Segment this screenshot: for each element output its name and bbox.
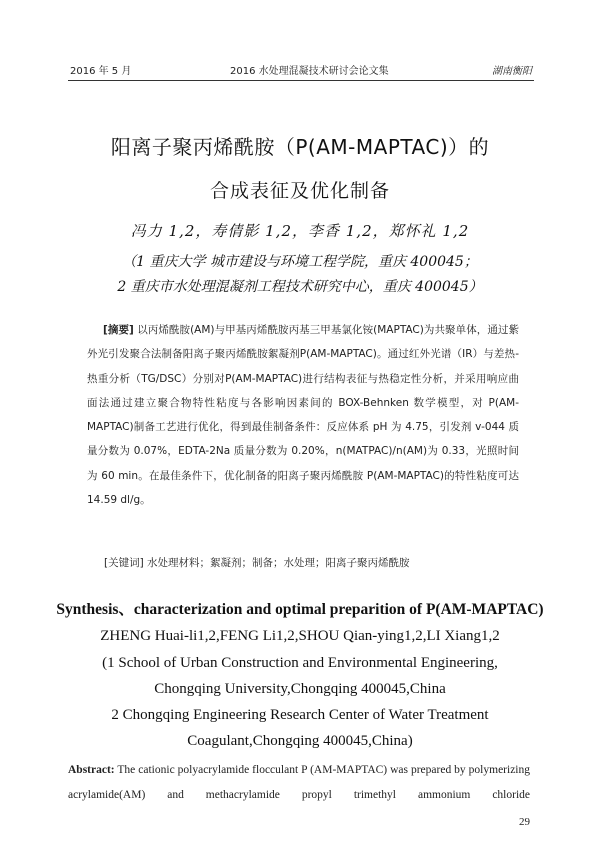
header-date: 2016 年 5 月 bbox=[70, 66, 132, 77]
chinese-title-line-2: 合成表征及优化制备 bbox=[209, 180, 390, 202]
header-location: 湖南衡阳 bbox=[492, 66, 532, 77]
chinese-keywords-text: 水处理材料；絮凝剂；制备；水处理；阳离子聚丙烯酰胺 bbox=[147, 557, 410, 569]
chinese-affiliation-1: （1 重庆大学 城市建设与环境工程学院，重庆 400045； bbox=[122, 254, 478, 270]
english-title: Synthesis、characterization and optimal preparition of P(AM-MAPTAC) bbox=[56, 601, 544, 618]
english-affiliation-line-4: Coagulant,Chongqing 400045,China) bbox=[187, 733, 413, 749]
english-authors: ZHENG Huai-li1,2,FENG Li1,2,SHOU Qian-ying1,2,LI Xiang1,2 bbox=[100, 628, 500, 644]
header-proceedings: 2016 水处理混凝技术研讨会论文集 bbox=[230, 66, 389, 77]
chinese-keywords bbox=[104, 555, 410, 570]
chinese-title-line-1: 阳离子聚丙烯酰胺（P(AM-MAPTAC)）的 bbox=[110, 135, 490, 159]
english-affiliation-line-2: Chongqing University,Chongqing 400045,China bbox=[154, 681, 446, 697]
chinese-authors: 冯力 1,2，寿倩影 1,2，李香 1,2，郑怀礼 1,2 bbox=[130, 222, 470, 240]
english-affiliation-line-3: 2 Chongqing Engineering Research Center of Water Treatment bbox=[111, 707, 489, 723]
english-affiliation-line-1: (1 School of Urban Construction and Environmental Engineering, bbox=[102, 655, 498, 671]
chinese-keywords-label: [关键词] bbox=[104, 557, 144, 569]
chinese-abstract-label: [摘要] bbox=[103, 324, 134, 336]
running-header bbox=[70, 62, 532, 78]
chinese-affiliation-2: 2 重庆市水处理混凝剂工程技术研究中心，重庆 400045） bbox=[117, 279, 483, 295]
english-abstract-text: The cationic polyacrylamide flocculant P (AM-MAPTAC) was prepared by polymerizing acrylamide(AM) and methacrylamide propyl trimethyl ammonium chloride bbox=[68, 764, 530, 801]
header-rule bbox=[68, 80, 534, 81]
page-number: 29 bbox=[519, 816, 530, 828]
english-abstract-label: Abstract: bbox=[68, 764, 115, 776]
chinese-abstract bbox=[87, 318, 519, 512]
english-abstract bbox=[68, 758, 530, 808]
chinese-abstract-text: 以丙烯酰胺(AM)与甲基丙烯酰胺丙基三甲基氯化铵(MAPTAC)为共聚单体，通过紫外光引发聚合法制备阳离子聚丙烯酰胺絮凝剂P(AM-MAPTAC)。通过红外光谱（IR）与差热-热重分析（TG/DSC）分别对P(AM-MAPTAC)进行结构表征与热稳定性分析，并采用响应曲面法通过建立聚合物特性粘度与各影响因素间的 BOX-Behnken 数学模型，对 P(AM-MAPTAC)制备工艺进行优化，得到最佳制备条件：反应体系 pH 为 4.75，引发剂 v-044 质量分数为 0.07%，EDTA-2Na 质量分数为 0.20%，n(MATPAC)/n(AM)为 0.33，光照时间为 60 min。在最佳条件下，优化制备的阳离子聚丙烯酰胺 P(AM-MAPTAC)的特性粘度可达 14.59 dl/g。 bbox=[87, 324, 519, 507]
